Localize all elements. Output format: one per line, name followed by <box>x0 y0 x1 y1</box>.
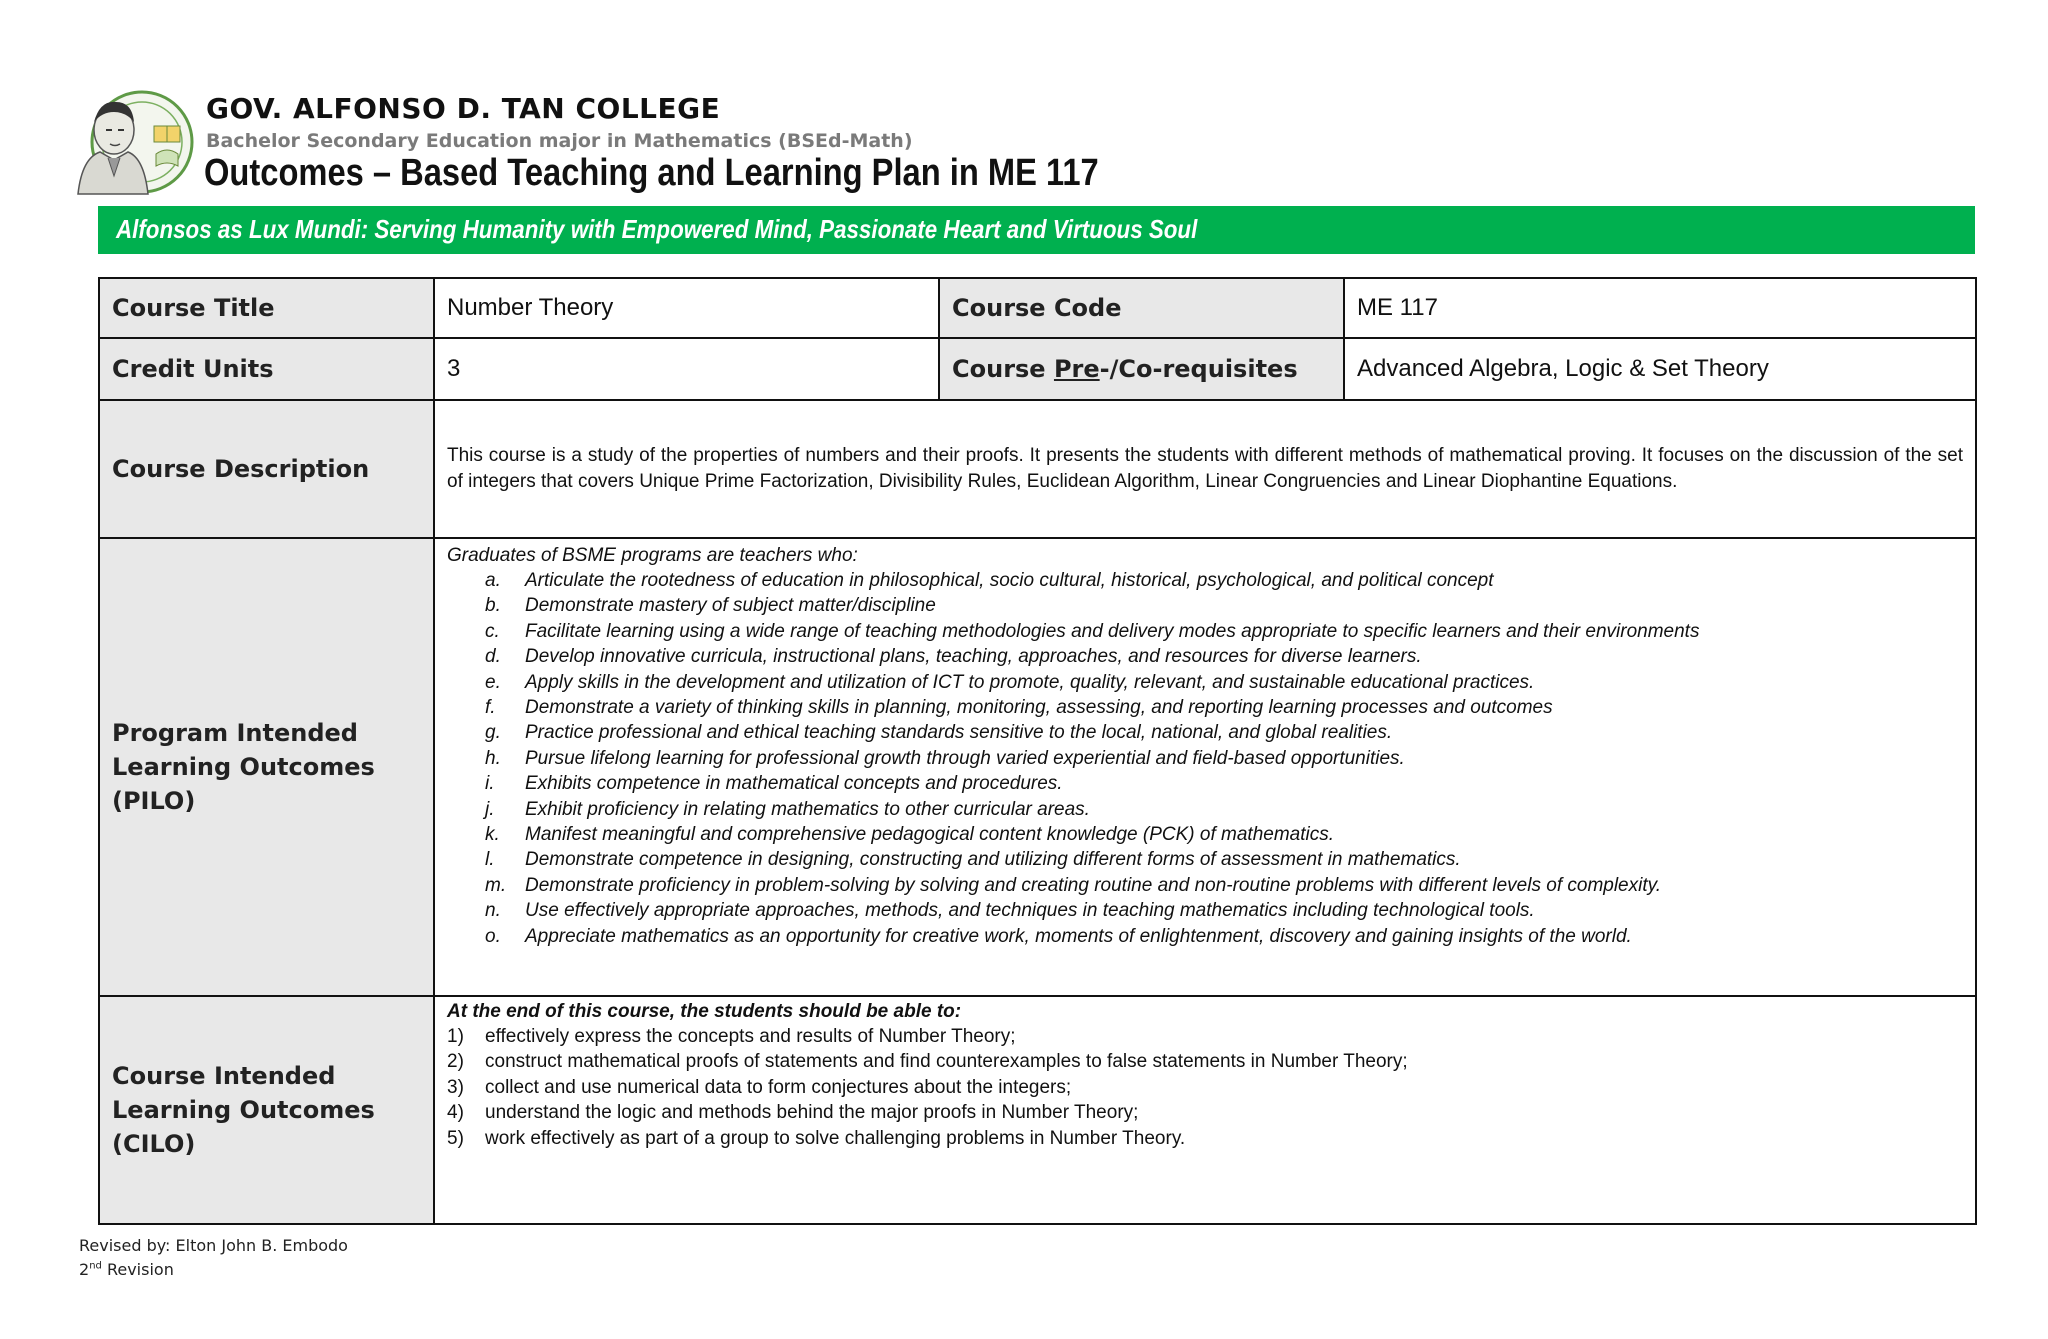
list-item <box>447 619 1963 644</box>
list-text: Apply skills in the development and utilization of ICT to promote, quality, relevant, and sustainable educational practices. <box>525 671 1535 693</box>
list-marker: 2) <box>447 1051 464 1073</box>
credit-units-value: 3 <box>434 338 939 400</box>
row-credit-units <box>99 338 1976 400</box>
list-marker: f. <box>485 697 496 719</box>
cilo-label: Course Intended Learning Outcomes (CILO) <box>99 996 434 1224</box>
college-seal-portrait-icon <box>70 86 194 196</box>
revision-num: 2 <box>79 1260 90 1279</box>
list-text: construct mathematical proofs of statements and find counterexamples to false statements in Number Theory; <box>485 1051 1408 1073</box>
program-name: Bachelor Secondary Education major in Mathematics (BSEd-Math) <box>206 130 913 152</box>
motto-text: Alfonsos as Lux Mundi: Serving Humanity with Empowered Mind, Passionate Heart and Virtuous Soul <box>116 214 1198 244</box>
list-marker: k. <box>485 824 500 846</box>
course-code-label: Course Code <box>939 278 1344 338</box>
list-item <box>447 644 1963 669</box>
document-header <box>70 86 1970 206</box>
motto-banner <box>98 206 1975 254</box>
list-text: effectively express the concepts and results of Number Theory; <box>485 1026 1016 1047</box>
list-text: Exhibit proficiency in relating mathematics to other curricular areas. <box>525 798 1090 820</box>
list-marker: o. <box>485 925 501 947</box>
list-item <box>447 1024 1963 1049</box>
row-cilo <box>99 996 1976 1224</box>
list-marker: 5) <box>447 1127 464 1149</box>
pilo-intro: Graduates of BSME programs are teachers who: <box>447 545 858 566</box>
list-item <box>447 1075 1963 1100</box>
list-item <box>447 746 1963 771</box>
list-item <box>447 670 1963 695</box>
list-item <box>447 924 1963 949</box>
list-text: Pursue lifelong learning for professional growth through varied experiential and field-based opportunities. <box>525 747 1405 769</box>
list-item <box>447 695 1963 720</box>
prerequisites-label-pre: Pre <box>1053 355 1100 383</box>
course-info-table <box>98 277 1977 1225</box>
cilo-list <box>447 1024 1963 1151</box>
prerequisites-label <box>939 338 1344 400</box>
list-text: work effectively as part of a group to solve challenging problems in Number Theory. <box>485 1127 1186 1149</box>
list-text: Practice professional and ethical teaching standards sensitive to the local, national, and global realities. <box>525 722 1393 744</box>
list-text: Demonstrate a variety of thinking skills in planning, monitoring, assessing, and reporting learning processes and outcomes <box>525 697 1553 719</box>
list-item <box>447 847 1963 872</box>
revision-word: Revision <box>101 1260 174 1279</box>
list-text: Manifest meaningful and comprehensive pedagogical content knowledge (PCK) of mathematics. <box>525 824 1335 846</box>
list-item <box>447 1049 1963 1074</box>
prerequisites-label-prefix: Course <box>952 355 1054 383</box>
course-description-value: This course is a study of the properties of numbers and their proofs. It presents the students with different methods of mathematical proving. It focuses on the discussion of the set of integers that covers Unique Prime Factorization, Divisibility Rules, Euclidean Algorithm, Linear Congruencies and Linear Diophantine Equations. <box>434 400 1976 538</box>
list-item <box>447 1100 1963 1125</box>
course-title-value: Number Theory <box>434 278 939 338</box>
row-pilo <box>99 538 1976 996</box>
list-text: Exhibits competence in mathematical concepts and procedures. <box>525 773 1063 795</box>
list-item <box>447 822 1963 847</box>
list-marker: n. <box>485 900 501 922</box>
credit-units-label: Credit Units <box>99 338 434 400</box>
course-code-value: ME 117 <box>1344 278 1976 338</box>
cilo-intro: At the end of this course, the students should be able to: <box>447 1001 962 1022</box>
list-marker: g. <box>485 722 501 744</box>
list-text: Demonstrate competence in designing, constructing and utilizing different forms of assessment in mathematics. <box>525 849 1461 871</box>
list-text: Use effectively appropriate approaches, methods, and techniques in teaching mathematics including technological tools. <box>525 900 1535 922</box>
list-item <box>447 568 1963 593</box>
list-marker: e. <box>485 671 501 693</box>
revision-number <box>79 1260 174 1279</box>
list-text: Appreciate mathematics as an opportunity for creative work, moments of enlightenment, discovery and gaining insights of the world. <box>525 925 1632 947</box>
pilo-list <box>447 568 1963 949</box>
list-text: Demonstrate proficiency in problem-solving by solving and creating routine and non-routine problems with different levels of complexity. <box>525 874 1661 896</box>
list-item <box>447 720 1963 745</box>
list-text: Facilitate learning using a wide range of teaching methodologies and delivery modes appropriate to specific learners and their environments <box>525 620 1700 642</box>
list-text: Demonstrate mastery of subject matter/discipline <box>525 595 936 617</box>
course-description-label: Course Description <box>99 400 434 538</box>
row-course-description <box>99 400 1976 538</box>
list-item <box>447 593 1963 618</box>
pilo-label: Program Intended Learning Outcomes (PILO) <box>99 538 434 996</box>
list-marker: h. <box>485 747 501 769</box>
list-marker: m. <box>485 874 507 896</box>
list-marker: 4) <box>447 1102 464 1124</box>
cilo-cell <box>434 996 1976 1224</box>
list-marker: c. <box>485 620 500 642</box>
list-marker: 1) <box>447 1026 464 1047</box>
list-text: Develop innovative curricula, instructional plans, teaching, approaches, and resources for diverse learners. <box>525 646 1422 668</box>
list-marker: l. <box>485 849 495 871</box>
prerequisites-label-suffix: -/Co-requisites <box>1099 355 1298 383</box>
revision-sup: nd <box>89 1260 102 1272</box>
list-marker: j. <box>485 798 495 820</box>
list-marker: 3) <box>447 1076 464 1098</box>
list-marker: i. <box>485 773 495 795</box>
list-text: Articulate the rootedness of education in philosophical, socio cultural, historical, psychological, and political concept <box>525 570 1494 591</box>
plan-title: Outcomes – Based Teaching and Learning Plan in ME 117 <box>204 152 1099 194</box>
list-text: understand the logic and methods behind the major proofs in Number Theory; <box>485 1102 1139 1124</box>
revised-by: Revised by: Elton John B. Embodo <box>79 1236 348 1255</box>
list-marker: a. <box>485 570 501 591</box>
list-item <box>447 898 1963 923</box>
list-item <box>447 873 1963 898</box>
list-item <box>447 1126 1963 1151</box>
list-marker: d. <box>485 646 501 668</box>
pilo-cell <box>434 538 1976 996</box>
list-item <box>447 771 1963 796</box>
prerequisites-value: Advanced Algebra, Logic & Set Theory <box>1344 338 1976 400</box>
list-text: collect and use numerical data to form conjectures about the integers; <box>485 1076 1072 1098</box>
list-marker: b. <box>485 595 501 617</box>
row-course-title <box>99 278 1976 338</box>
college-name: GOV. ALFONSO D. TAN COLLEGE <box>206 92 721 125</box>
course-title-label: Course Title <box>99 278 434 338</box>
list-item <box>447 797 1963 822</box>
